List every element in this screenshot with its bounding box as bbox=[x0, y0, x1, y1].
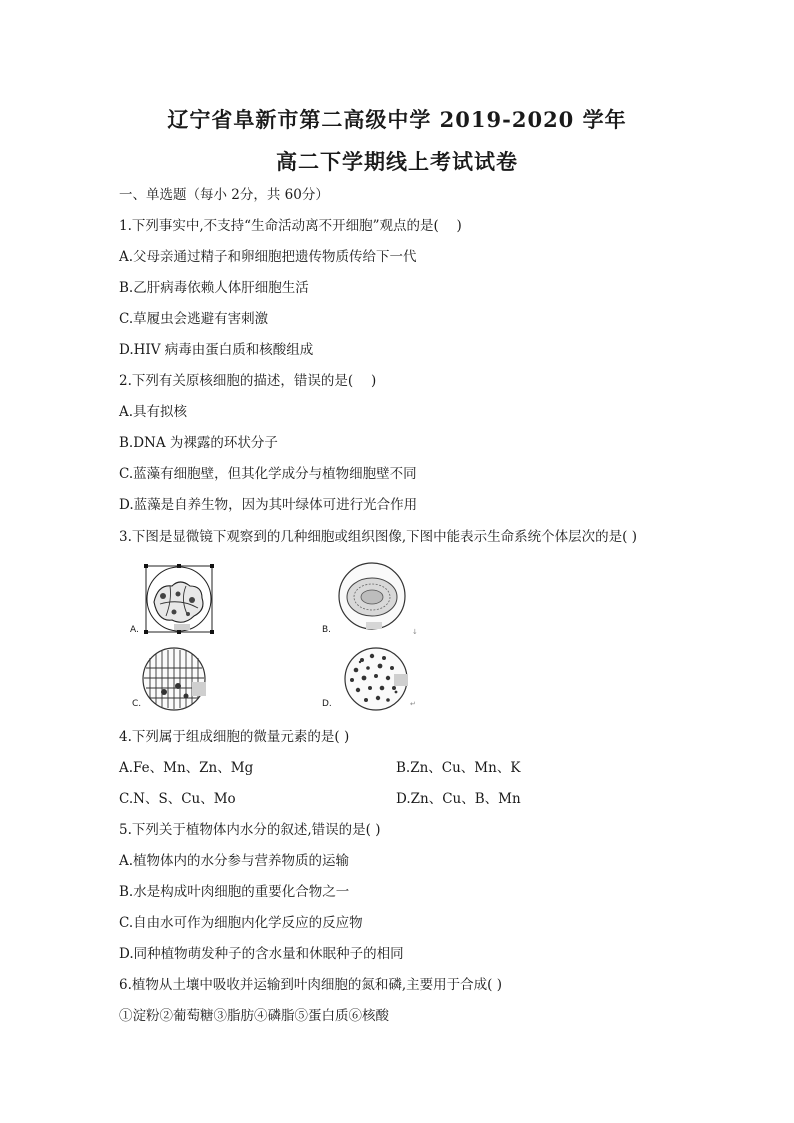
question-5-stem: 5.下列关于植物体内水分的叙述,错误的是( ) bbox=[119, 822, 381, 838]
figure-c-image bbox=[130, 646, 230, 714]
question-2-option-b: B.DNA 为裸露的环状分子 bbox=[119, 435, 278, 451]
figure-c bbox=[130, 646, 230, 714]
question-3-stem: 3.下图是显微镜下观察到的几种细胞或组织图像,下图中能表示生命系统个体层次的是( ) bbox=[119, 529, 637, 545]
question-1-option-b: B.乙肝病毒依赖人体肝细胞生活 bbox=[119, 280, 309, 296]
section-heading: 一、单选题（每小 2分，共 60分） bbox=[119, 187, 329, 203]
figure-a bbox=[130, 562, 220, 640]
question-4-stem: 4.下列属于组成细胞的微量元素的是( ) bbox=[119, 729, 350, 745]
figure-a-label: A. bbox=[130, 625, 139, 635]
svg-text:↵: ↵ bbox=[410, 700, 416, 708]
page-title: 辽宁省阜新市第二高级中学 2019-2020 学年 bbox=[167, 107, 627, 132]
figure-c-label: C. bbox=[132, 699, 142, 709]
page-subtitle: 高二下学期线上考试试卷 bbox=[276, 149, 518, 174]
question-1-option-d: D.HIV 病毒由蛋白质和核酸组成 bbox=[119, 342, 314, 358]
question-1-option-a: A.父母亲通过精子和卵细胞把遗传物质传给下一代 bbox=[119, 249, 417, 265]
question-5-option-b: B.水是构成叶肉细胞的重要化合物之一 bbox=[119, 884, 350, 900]
question-6-choices: ①淀粉②葡萄糖③脂肪④磷脂⑤蛋白质⑥核酸 bbox=[119, 1008, 389, 1024]
question-2-stem: 2.下列有关原核细胞的描述，错误的是( ) bbox=[119, 373, 377, 389]
figure-d-label: D. bbox=[322, 699, 332, 709]
question-1-option-c: C.草履虫会逃避有害刺激 bbox=[119, 311, 269, 327]
svg-text:↓: ↓ bbox=[412, 628, 418, 636]
question-2-option-d: D.蓝藻是自养生物，因为其叶绿体可进行光合作用 bbox=[119, 497, 418, 513]
figure-b-label: B. bbox=[322, 625, 332, 635]
figure-a-image bbox=[130, 562, 220, 640]
question-5-option-d: D.同种植物萌发种子的含水量和休眠种子的相同 bbox=[119, 946, 404, 962]
question-4-option-d: D.Zn、Cu、B、Mn bbox=[396, 791, 521, 807]
question-6-stem: 6.植物从土壤中吸收并运输到叶肉细胞的氮和磷,主要用于合成( ) bbox=[119, 977, 502, 993]
question-4-option-c: C.N、S、Cu、Mo bbox=[119, 791, 236, 807]
figure-d-image bbox=[322, 646, 422, 714]
question-5-option-a: A.植物体内的水分参与营养物质的运输 bbox=[119, 853, 350, 869]
figure-b bbox=[322, 562, 422, 640]
question-4-option-b: B.Zn、Cu、Mn、K bbox=[396, 760, 521, 776]
question-5-option-c: C.自由水可作为细胞内化学反应的反应物 bbox=[119, 915, 363, 931]
figure-b-image bbox=[322, 562, 422, 640]
question-2-option-c: C.蓝藻有细胞壁，但其化学成分与植物细胞壁不同 bbox=[119, 466, 417, 482]
figure-d bbox=[322, 646, 422, 714]
question-1-stem: 1.下列事实中,不支持“生命活动离不开细胞”观点的是( ) bbox=[119, 218, 462, 234]
question-2-option-a: A.具有拟核 bbox=[119, 404, 188, 420]
question-4-option-a: A.Fe、Mn、Zn、Mg bbox=[119, 760, 254, 776]
